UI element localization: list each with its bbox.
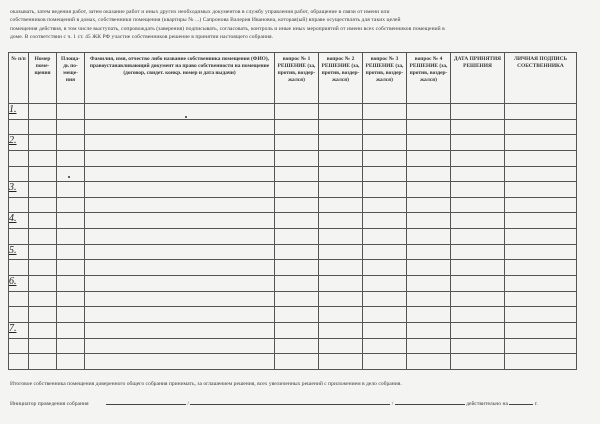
- table-cell[interactable]: [275, 182, 319, 198]
- table-row: [9, 197, 577, 213]
- table-cell[interactable]: [363, 354, 407, 370]
- table-cell[interactable]: [57, 135, 85, 151]
- table-cell[interactable]: [275, 338, 319, 354]
- table-cell[interactable]: [319, 338, 363, 354]
- table-cell[interactable]: [85, 322, 275, 338]
- table-cell[interactable]: [29, 354, 57, 370]
- table-cell[interactable]: [505, 119, 577, 135]
- table-cell[interactable]: [29, 322, 57, 338]
- table-cell[interactable]: [275, 291, 319, 307]
- table-cell[interactable]: [275, 166, 319, 182]
- table-cell[interactable]: [29, 213, 57, 229]
- intro-line: оказывать, затем ведения работ, затем оказание работ и иных других необходимых документов в службу управления работ, обращение в связи от имени или: [10, 9, 390, 15]
- table-cell[interactable]: [407, 338, 451, 354]
- table-cell[interactable]: [319, 166, 363, 182]
- table-cell[interactable]: [319, 135, 363, 151]
- table-cell[interactable]: [29, 150, 57, 166]
- table-cell[interactable]: [57, 150, 85, 166]
- table-cell[interactable]: [505, 166, 577, 182]
- table-cell[interactable]: [407, 213, 451, 229]
- table-cell[interactable]: [363, 276, 407, 292]
- table-cell[interactable]: [275, 276, 319, 292]
- table-cell[interactable]: [29, 260, 57, 276]
- table-cell[interactable]: [363, 229, 407, 245]
- table-cell[interactable]: [57, 104, 85, 120]
- table-cell[interactable]: [85, 119, 275, 135]
- table-cell[interactable]: [363, 104, 407, 120]
- row-number: 5.: [9, 244, 29, 260]
- intro-line: помещения действия, в том числе выступать, сопровождать (заверения) подписывать, согласовать, контроль и иные иных мероприятий от имени всех собственников помещений в: [10, 25, 445, 32]
- signature-line[interactable]: [106, 398, 186, 405]
- row-number: 2.: [9, 135, 29, 151]
- table-cell[interactable]: [407, 229, 451, 245]
- table-cell[interactable]: [275, 229, 319, 245]
- table-cell[interactable]: [451, 338, 505, 354]
- table-cell[interactable]: [451, 166, 505, 182]
- table-cell[interactable]: [85, 260, 275, 276]
- table-cell[interactable]: [451, 135, 505, 151]
- table-cell[interactable]: [363, 244, 407, 260]
- table-cell[interactable]: [363, 166, 407, 182]
- header-room: Номер поме-щения: [29, 53, 57, 104]
- table-row: [9, 276, 577, 292]
- table-cell[interactable]: [363, 291, 407, 307]
- table-cell[interactable]: [407, 150, 451, 166]
- table-cell[interactable]: [505, 338, 577, 354]
- intro-line: доме. В соответствии с ч. 1 ст. 45 ЖК РФ участие собственников решение в принятии настоящего собрания.: [10, 34, 274, 41]
- table-cell[interactable]: [505, 135, 577, 151]
- table-cell[interactable]: [319, 291, 363, 307]
- table-cell[interactable]: [363, 135, 407, 151]
- table-cell[interactable]: [363, 150, 407, 166]
- table-cell[interactable]: [275, 197, 319, 213]
- header-area: Площа-дь по-меще-ния: [57, 53, 85, 104]
- table-cell[interactable]: [505, 213, 577, 229]
- table-cell[interactable]: [29, 338, 57, 354]
- table-cell[interactable]: [275, 135, 319, 151]
- table-row: [9, 150, 577, 166]
- voting-table: [8, 52, 577, 370]
- table-cell[interactable]: [29, 166, 57, 182]
- name-line[interactable]: [190, 398, 390, 405]
- table-cell[interactable]: [29, 197, 57, 213]
- header-question-4: вопрос № 4 РЕШЕНИЕ (за, против, воздер-жался): [407, 53, 451, 104]
- intro-paragraph: [10, 8, 590, 42]
- table-cell[interactable]: [29, 119, 57, 135]
- header-signature: ЛИЧНАЯ ПОДПИСЬ СОБСТВЕННИКА: [505, 53, 577, 104]
- row-number: [9, 307, 29, 323]
- table-cell[interactable]: [363, 197, 407, 213]
- table-cell[interactable]: [57, 338, 85, 354]
- table-cell[interactable]: [451, 182, 505, 198]
- table-row: [9, 104, 577, 120]
- intro-line: собственников помещений в домах, собственники помещения (квартиры № ...) Сапронова Валерия Ивановна, которая(ый) вправе осуществлять для таких целей: [10, 17, 401, 24]
- row-number: [9, 260, 29, 276]
- table-cell[interactable]: [363, 338, 407, 354]
- table-cell[interactable]: [451, 291, 505, 307]
- table-cell[interactable]: [85, 307, 275, 323]
- table-row: [9, 135, 577, 151]
- table-cell[interactable]: [57, 244, 85, 260]
- table-cell[interactable]: [407, 244, 451, 260]
- table-row: [9, 166, 577, 182]
- table-cell[interactable]: [363, 307, 407, 323]
- table-cell[interactable]: [451, 213, 505, 229]
- table-cell[interactable]: [505, 150, 577, 166]
- table-cell[interactable]: [85, 229, 275, 245]
- table-cell[interactable]: [451, 104, 505, 120]
- table-cell[interactable]: [319, 213, 363, 229]
- row-number: 4.: [9, 213, 29, 229]
- table-cell[interactable]: [275, 150, 319, 166]
- table-cell[interactable]: [85, 276, 275, 292]
- header-question-2: вопрос № 2 РЕШЕНИЕ (за, против, воздер-жался): [319, 53, 363, 104]
- table-cell[interactable]: [451, 322, 505, 338]
- table-row: [9, 338, 577, 354]
- row-number: [9, 119, 29, 135]
- table-cell[interactable]: [319, 182, 363, 198]
- table-cell[interactable]: [451, 260, 505, 276]
- initiator-label: Инициатор проведения собрания: [10, 401, 89, 407]
- table-cell[interactable]: [57, 322, 85, 338]
- table-cell[interactable]: [363, 213, 407, 229]
- table-row: [9, 260, 577, 276]
- table-cell[interactable]: [505, 197, 577, 213]
- table-row: [9, 291, 577, 307]
- table-cell[interactable]: [29, 244, 57, 260]
- table-cell[interactable]: [29, 276, 57, 292]
- footer-initiator: Инициатор проведения собрания / / действительно на г.: [10, 398, 590, 407]
- table-cell[interactable]: [275, 104, 319, 120]
- table-cell[interactable]: [85, 150, 275, 166]
- table-cell[interactable]: [85, 244, 275, 260]
- table-cell[interactable]: [85, 291, 275, 307]
- row-number: [9, 291, 29, 307]
- ink-dot: [185, 116, 187, 118]
- table-cell[interactable]: [57, 354, 85, 370]
- row-number: 6.: [9, 276, 29, 292]
- table-cell[interactable]: [85, 135, 275, 151]
- row-number: [9, 166, 29, 182]
- table-cell[interactable]: [363, 119, 407, 135]
- table-cell[interactable]: [363, 182, 407, 198]
- ink-dot: [68, 176, 70, 178]
- table-cell[interactable]: [57, 229, 85, 245]
- table-cell[interactable]: [29, 182, 57, 198]
- table-cell[interactable]: [275, 354, 319, 370]
- table-cell[interactable]: [451, 150, 505, 166]
- table-cell[interactable]: [505, 354, 577, 370]
- table-cell[interactable]: [407, 104, 451, 120]
- blank-line[interactable]: [395, 398, 465, 405]
- table-cell[interactable]: [363, 260, 407, 276]
- table-row: [9, 354, 577, 370]
- table-cell[interactable]: [275, 244, 319, 260]
- table-cell[interactable]: [407, 322, 451, 338]
- table-cell[interactable]: [319, 197, 363, 213]
- row-number: [9, 354, 29, 370]
- header-question-3: вопрос № 3 РЕШЕНИЕ (за, против, воздер-жался): [363, 53, 407, 104]
- table-cell[interactable]: [57, 260, 85, 276]
- table-cell[interactable]: [319, 229, 363, 245]
- table-row: [9, 119, 577, 135]
- table-cell[interactable]: [57, 276, 85, 292]
- table-cell[interactable]: [319, 260, 363, 276]
- table-cell[interactable]: [407, 260, 451, 276]
- table-cell[interactable]: [451, 307, 505, 323]
- table-cell[interactable]: [505, 276, 577, 292]
- table-cell[interactable]: [29, 291, 57, 307]
- table-cell[interactable]: [407, 119, 451, 135]
- table-cell[interactable]: [407, 166, 451, 182]
- table-cell[interactable]: [505, 182, 577, 198]
- header-owner: Фамилия, имя, отчество либо название собственника помещения (ФИО), правоустанавливающий документ на право собственности на помещение (договор, свидет. конкр. номер и дата выдачи): [85, 53, 275, 104]
- table-cell[interactable]: [407, 307, 451, 323]
- table-cell[interactable]: [407, 291, 451, 307]
- table-cell[interactable]: [29, 229, 57, 245]
- table-cell[interactable]: [451, 276, 505, 292]
- table-cell[interactable]: [85, 182, 275, 198]
- table-cell[interactable]: [275, 119, 319, 135]
- table-cell[interactable]: [407, 354, 451, 370]
- table-cell[interactable]: [85, 213, 275, 229]
- row-number: [9, 338, 29, 354]
- row-number: 3.: [9, 182, 29, 198]
- table-cell[interactable]: [505, 322, 577, 338]
- header-number: № п/п: [9, 53, 29, 104]
- table-header-row: [9, 53, 577, 104]
- table-cell[interactable]: [57, 307, 85, 323]
- table-cell[interactable]: [319, 104, 363, 120]
- header-date: ДАТА ПРИНЯТИЯ РЕШЕНИЯ: [451, 53, 505, 104]
- table-cell[interactable]: [57, 197, 85, 213]
- year-suffix: г.: [534, 401, 538, 407]
- table-cell[interactable]: [57, 182, 85, 198]
- table-cell[interactable]: [505, 229, 577, 245]
- table-cell[interactable]: [451, 244, 505, 260]
- table-cell[interactable]: [85, 166, 275, 182]
- table-cell[interactable]: [407, 182, 451, 198]
- table-cell[interactable]: [319, 307, 363, 323]
- table-cell[interactable]: [275, 322, 319, 338]
- row-number: [9, 229, 29, 245]
- table-cell[interactable]: [407, 135, 451, 151]
- table-cell[interactable]: [57, 291, 85, 307]
- table-row: [9, 213, 577, 229]
- table-row: [9, 307, 577, 323]
- table-cell[interactable]: [319, 322, 363, 338]
- table-cell[interactable]: [407, 276, 451, 292]
- table-cell[interactable]: [85, 197, 275, 213]
- table-cell[interactable]: [85, 354, 275, 370]
- table-cell[interactable]: [407, 197, 451, 213]
- footer-note: Итоговое собственника помещения доверенного общего собрания принимать, за оглашением решения, всех увеличенных решений с приложением в дело собрания.: [10, 381, 402, 387]
- row-number: 7.: [9, 322, 29, 338]
- row-number: [9, 197, 29, 213]
- valid-until-label: действительно на: [466, 401, 508, 407]
- table-row: [9, 182, 577, 198]
- table-cell[interactable]: [505, 244, 577, 260]
- table-cell[interactable]: [505, 307, 577, 323]
- table-cell[interactable]: [57, 119, 85, 135]
- table-cell[interactable]: [451, 229, 505, 245]
- table-cell[interactable]: [363, 322, 407, 338]
- row-number: 1.: [9, 104, 29, 120]
- table-row: [9, 244, 577, 260]
- table-cell[interactable]: [451, 354, 505, 370]
- header-question-1: вопрос № 1 РЕШЕНИЕ (за, против, воздер-жался): [275, 53, 319, 104]
- table-cell[interactable]: [505, 291, 577, 307]
- table-cell[interactable]: [319, 150, 363, 166]
- table-cell[interactable]: [451, 119, 505, 135]
- table-cell[interactable]: [275, 307, 319, 323]
- row-number: [9, 150, 29, 166]
- table-row: [9, 229, 577, 245]
- table-cell[interactable]: [319, 276, 363, 292]
- table-cell[interactable]: [29, 104, 57, 120]
- table-cell[interactable]: [29, 135, 57, 151]
- table-cell[interactable]: [57, 166, 85, 182]
- table-cell[interactable]: [319, 119, 363, 135]
- table-cell[interactable]: [275, 213, 319, 229]
- table-cell[interactable]: [29, 307, 57, 323]
- table-cell[interactable]: [505, 104, 577, 120]
- table-cell[interactable]: [319, 354, 363, 370]
- table-cell[interactable]: [275, 260, 319, 276]
- table-cell[interactable]: [505, 260, 577, 276]
- table-cell[interactable]: [85, 338, 275, 354]
- table-cell[interactable]: [451, 197, 505, 213]
- table-cell[interactable]: [319, 244, 363, 260]
- table-row: [9, 322, 577, 338]
- year-line[interactable]: [509, 398, 533, 405]
- table-cell[interactable]: [85, 104, 275, 120]
- table-cell[interactable]: [57, 213, 85, 229]
